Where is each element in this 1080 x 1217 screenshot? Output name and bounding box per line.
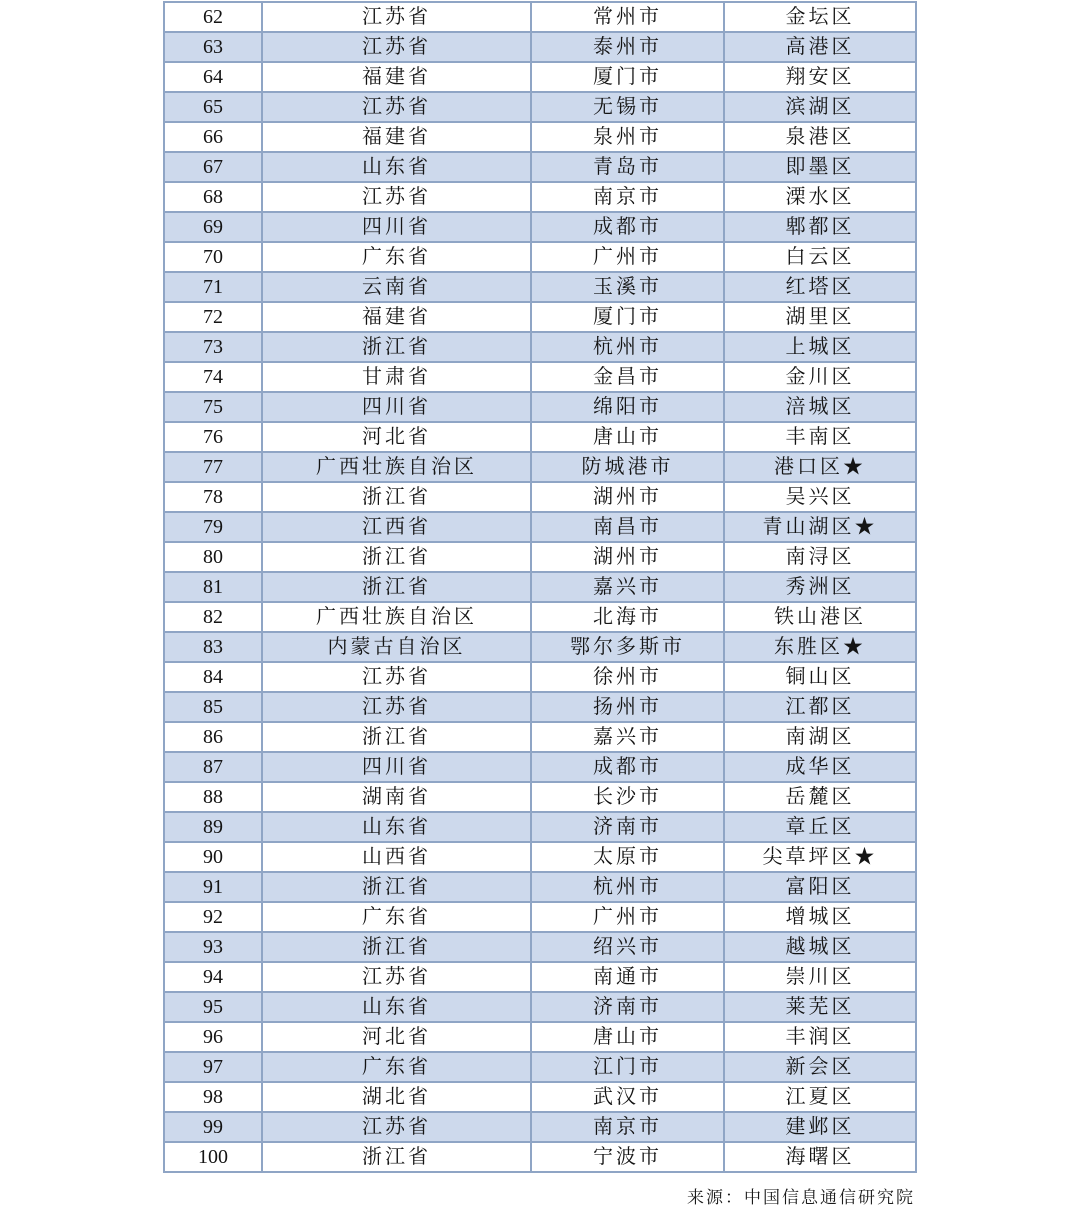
district-cell: 滨湖区 — [724, 92, 916, 122]
rank-cell: 97 — [164, 1052, 262, 1082]
city-cell: 泉州市 — [531, 122, 724, 152]
rank-cell: 71 — [164, 272, 262, 302]
province-cell: 山东省 — [262, 152, 531, 182]
district-cell: 海曙区 — [724, 1142, 916, 1172]
table-row — [164, 152, 916, 182]
province-cell: 浙江省 — [262, 722, 531, 752]
table-row — [164, 782, 916, 812]
city-cell: 玉溪市 — [531, 272, 724, 302]
rank-cell: 62 — [164, 2, 262, 32]
city-cell: 湖州市 — [531, 542, 724, 572]
province-cell: 甘肃省 — [262, 362, 531, 392]
table-row — [164, 722, 916, 752]
province-cell: 福建省 — [262, 62, 531, 92]
rank-cell: 80 — [164, 542, 262, 572]
district-cell: 丰南区 — [724, 422, 916, 452]
rank-cell: 74 — [164, 362, 262, 392]
table-row — [164, 302, 916, 332]
rank-cell: 96 — [164, 1022, 262, 1052]
district-cell: 丰润区 — [724, 1022, 916, 1052]
province-cell: 江苏省 — [262, 92, 531, 122]
rank-cell: 64 — [164, 62, 262, 92]
province-cell: 广西壮族自治区 — [262, 452, 531, 482]
province-cell: 福建省 — [262, 122, 531, 152]
city-cell: 成都市 — [531, 212, 724, 242]
ranking-table — [163, 1, 917, 1173]
city-cell: 南通市 — [531, 962, 724, 992]
district-cell: 溧水区 — [724, 182, 916, 212]
province-cell: 江苏省 — [262, 662, 531, 692]
district-cell: 泉港区 — [724, 122, 916, 152]
province-cell: 湖北省 — [262, 1082, 531, 1112]
table-row — [164, 872, 916, 902]
city-cell: 扬州市 — [531, 692, 724, 722]
city-cell: 唐山市 — [531, 422, 724, 452]
rank-cell: 84 — [164, 662, 262, 692]
district-cell: 江夏区 — [724, 1082, 916, 1112]
district-cell: 秀洲区 — [724, 572, 916, 602]
province-cell: 江苏省 — [262, 32, 531, 62]
province-cell: 浙江省 — [262, 482, 531, 512]
table-row — [164, 632, 916, 662]
rank-cell: 98 — [164, 1082, 262, 1112]
district-cell: 东胜区★ — [724, 632, 916, 662]
city-cell: 济南市 — [531, 992, 724, 1022]
table-row — [164, 752, 916, 782]
district-cell: 崇川区 — [724, 962, 916, 992]
rank-cell: 87 — [164, 752, 262, 782]
table-row — [164, 932, 916, 962]
city-cell: 鄂尔多斯市 — [531, 632, 724, 662]
province-cell: 江苏省 — [262, 692, 531, 722]
district-cell: 铜山区 — [724, 662, 916, 692]
rank-cell: 65 — [164, 92, 262, 122]
province-cell: 湖南省 — [262, 782, 531, 812]
district-cell: 越城区 — [724, 932, 916, 962]
table-row — [164, 62, 916, 92]
district-cell: 尖草坪区★ — [724, 842, 916, 872]
province-cell: 江苏省 — [262, 1112, 531, 1142]
rank-cell: 79 — [164, 512, 262, 542]
rank-cell: 75 — [164, 392, 262, 422]
district-cell: 高港区 — [724, 32, 916, 62]
table-row — [164, 242, 916, 272]
table-row — [164, 1052, 916, 1082]
city-cell: 杭州市 — [531, 332, 724, 362]
table-row — [164, 1082, 916, 1112]
district-cell: 吴兴区 — [724, 482, 916, 512]
city-cell: 杭州市 — [531, 872, 724, 902]
city-cell: 北海市 — [531, 602, 724, 632]
city-cell: 南京市 — [531, 182, 724, 212]
province-cell: 四川省 — [262, 752, 531, 782]
province-cell: 浙江省 — [262, 332, 531, 362]
district-cell: 郫都区 — [724, 212, 916, 242]
table-row — [164, 662, 916, 692]
city-cell: 唐山市 — [531, 1022, 724, 1052]
rank-cell: 91 — [164, 872, 262, 902]
table-row — [164, 842, 916, 872]
city-cell: 广州市 — [531, 902, 724, 932]
rank-cell: 90 — [164, 842, 262, 872]
city-cell: 宁波市 — [531, 1142, 724, 1172]
province-cell: 山西省 — [262, 842, 531, 872]
rank-cell: 93 — [164, 932, 262, 962]
district-cell: 金坛区 — [724, 2, 916, 32]
district-cell: 涪城区 — [724, 392, 916, 422]
district-cell: 上城区 — [724, 332, 916, 362]
province-cell: 山东省 — [262, 992, 531, 1022]
city-cell: 嘉兴市 — [531, 572, 724, 602]
city-cell: 防城港市 — [531, 452, 724, 482]
province-cell: 四川省 — [262, 212, 531, 242]
city-cell: 湖州市 — [531, 482, 724, 512]
city-cell: 成都市 — [531, 752, 724, 782]
rank-cell: 66 — [164, 122, 262, 152]
district-cell: 章丘区 — [724, 812, 916, 842]
city-cell: 南昌市 — [531, 512, 724, 542]
province-cell: 浙江省 — [262, 872, 531, 902]
rank-cell: 70 — [164, 242, 262, 272]
table-row — [164, 1142, 916, 1172]
district-cell: 岳麓区 — [724, 782, 916, 812]
table-row — [164, 32, 916, 62]
table-row — [164, 122, 916, 152]
city-cell: 太原市 — [531, 842, 724, 872]
district-cell: 富阳区 — [724, 872, 916, 902]
district-cell: 白云区 — [724, 242, 916, 272]
province-cell: 广东省 — [262, 1052, 531, 1082]
table-row — [164, 1112, 916, 1142]
province-cell: 浙江省 — [262, 572, 531, 602]
province-cell: 福建省 — [262, 302, 531, 332]
province-cell: 山东省 — [262, 812, 531, 842]
district-cell: 建邺区 — [724, 1112, 916, 1142]
province-cell: 河北省 — [262, 422, 531, 452]
table-row — [164, 212, 916, 242]
district-cell: 成华区 — [724, 752, 916, 782]
rank-cell: 69 — [164, 212, 262, 242]
table-row — [164, 542, 916, 572]
district-cell: 江都区 — [724, 692, 916, 722]
province-cell: 四川省 — [262, 392, 531, 422]
rank-cell: 81 — [164, 572, 262, 602]
table-row — [164, 362, 916, 392]
province-cell: 江苏省 — [262, 962, 531, 992]
district-cell: 红塔区 — [724, 272, 916, 302]
city-cell: 厦门市 — [531, 62, 724, 92]
rank-cell: 89 — [164, 812, 262, 842]
table-row — [164, 332, 916, 362]
rank-cell: 72 — [164, 302, 262, 332]
table-row — [164, 2, 916, 32]
city-cell: 徐州市 — [531, 662, 724, 692]
province-cell: 浙江省 — [262, 542, 531, 572]
district-cell: 翔安区 — [724, 62, 916, 92]
city-cell: 南京市 — [531, 1112, 724, 1142]
province-cell: 江苏省 — [262, 182, 531, 212]
district-cell: 新会区 — [724, 1052, 916, 1082]
rank-cell: 100 — [164, 1142, 262, 1172]
table-row — [164, 422, 916, 452]
source-attribution: 来源：中国信息通信研究院 — [687, 1188, 915, 1207]
province-cell: 云南省 — [262, 272, 531, 302]
province-cell: 内蒙古自治区 — [262, 632, 531, 662]
table-row — [164, 182, 916, 212]
rank-cell: 85 — [164, 692, 262, 722]
table-row — [164, 902, 916, 932]
table-row — [164, 572, 916, 602]
city-cell: 厦门市 — [531, 302, 724, 332]
province-cell: 浙江省 — [262, 932, 531, 962]
district-cell: 增城区 — [724, 902, 916, 932]
rank-cell: 73 — [164, 332, 262, 362]
district-cell: 青山湖区★ — [724, 512, 916, 542]
district-cell: 即墨区 — [724, 152, 916, 182]
rank-cell: 63 — [164, 32, 262, 62]
table-row — [164, 962, 916, 992]
district-cell: 南浔区 — [724, 542, 916, 572]
rank-cell: 83 — [164, 632, 262, 662]
table-row — [164, 1022, 916, 1052]
ranking-table-body — [164, 2, 916, 1172]
city-cell: 绵阳市 — [531, 392, 724, 422]
city-cell: 泰州市 — [531, 32, 724, 62]
rank-cell: 95 — [164, 992, 262, 1022]
ranking-table-container — [163, 1, 915, 1173]
rank-cell: 68 — [164, 182, 262, 212]
city-cell: 青岛市 — [531, 152, 724, 182]
table-row — [164, 272, 916, 302]
city-cell: 江门市 — [531, 1052, 724, 1082]
city-cell: 常州市 — [531, 2, 724, 32]
table-row — [164, 992, 916, 1022]
rank-cell: 78 — [164, 482, 262, 512]
city-cell: 武汉市 — [531, 1082, 724, 1112]
rank-cell: 92 — [164, 902, 262, 932]
district-cell: 铁山港区 — [724, 602, 916, 632]
province-cell: 广东省 — [262, 242, 531, 272]
city-cell: 长沙市 — [531, 782, 724, 812]
rank-cell: 77 — [164, 452, 262, 482]
table-row — [164, 512, 916, 542]
province-cell: 江苏省 — [262, 2, 531, 32]
province-cell: 广东省 — [262, 902, 531, 932]
table-row — [164, 392, 916, 422]
table-row — [164, 692, 916, 722]
district-cell: 莱芜区 — [724, 992, 916, 1022]
city-cell: 广州市 — [531, 242, 724, 272]
rank-cell: 82 — [164, 602, 262, 632]
province-cell: 浙江省 — [262, 1142, 531, 1172]
rank-cell: 76 — [164, 422, 262, 452]
rank-cell: 94 — [164, 962, 262, 992]
city-cell: 金昌市 — [531, 362, 724, 392]
rank-cell: 88 — [164, 782, 262, 812]
city-cell: 济南市 — [531, 812, 724, 842]
province-cell: 广西壮族自治区 — [262, 602, 531, 632]
rank-cell: 86 — [164, 722, 262, 752]
table-row — [164, 92, 916, 122]
table-row — [164, 452, 916, 482]
city-cell: 嘉兴市 — [531, 722, 724, 752]
rank-cell: 99 — [164, 1112, 262, 1142]
table-row — [164, 812, 916, 842]
district-cell: 湖里区 — [724, 302, 916, 332]
district-cell: 金川区 — [724, 362, 916, 392]
table-row — [164, 482, 916, 512]
district-cell: 南湖区 — [724, 722, 916, 752]
city-cell: 无锡市 — [531, 92, 724, 122]
province-cell: 河北省 — [262, 1022, 531, 1052]
rank-cell: 67 — [164, 152, 262, 182]
table-row — [164, 602, 916, 632]
city-cell: 绍兴市 — [531, 932, 724, 962]
district-cell: 港口区★ — [724, 452, 916, 482]
province-cell: 江西省 — [262, 512, 531, 542]
